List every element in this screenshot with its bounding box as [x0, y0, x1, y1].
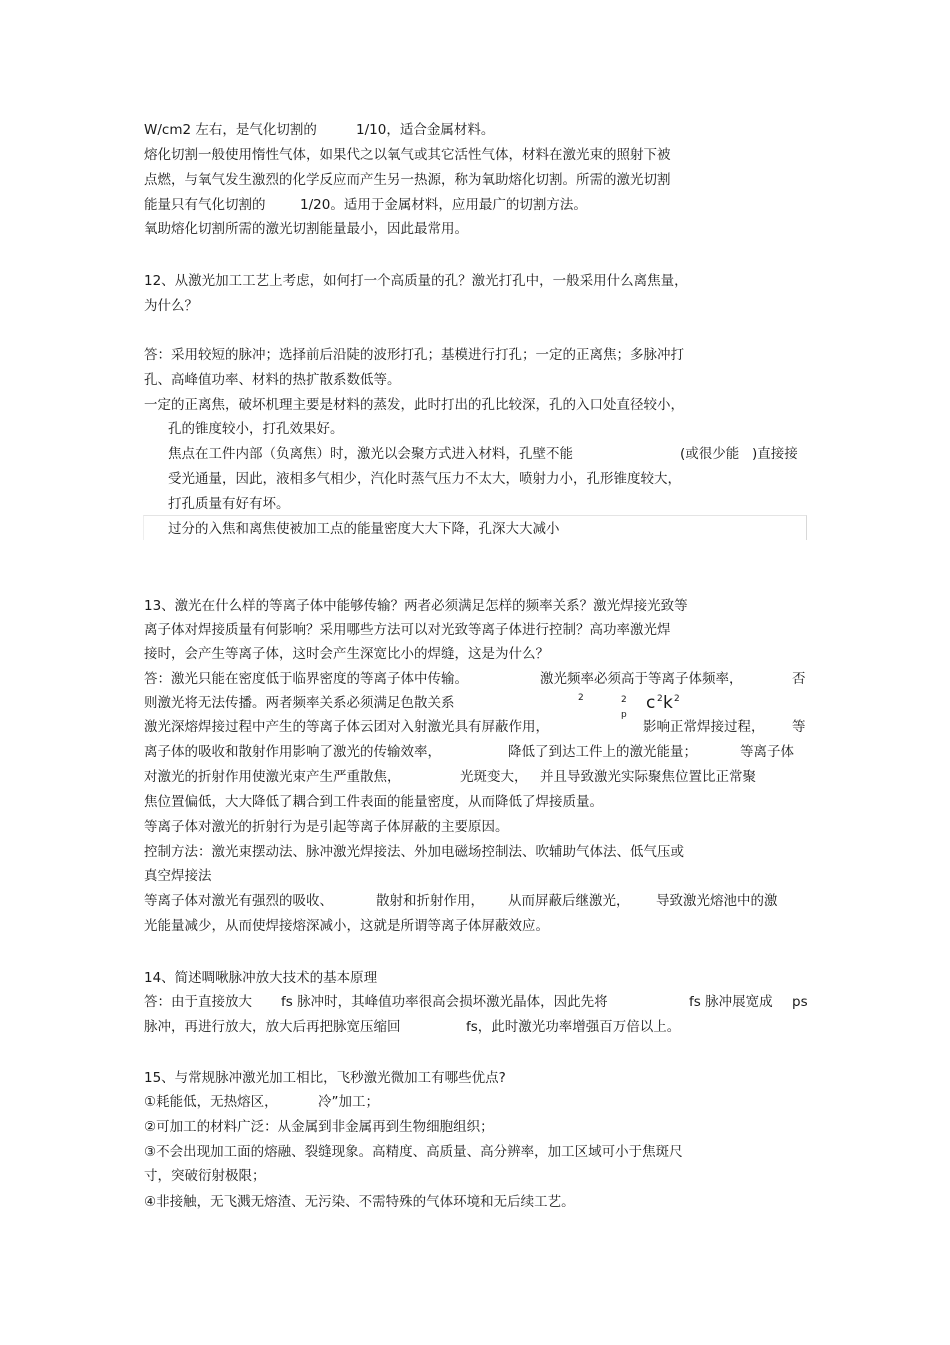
text-segment: 并且导致激光实际聚焦位置比正常聚 — [540, 769, 756, 785]
answer-15-item-1: ①耗能低，无热熔区， — [144, 1094, 278, 1110]
text-segment: 冷”加工； — [318, 1094, 379, 1110]
text-segment: 等 — [792, 719, 806, 735]
text-segment: 影响正常焊接过程， — [643, 719, 765, 735]
text-line: 光能量减少，从而使焊接熔深减小，这就是所谓等离子体屏蔽效应。 — [144, 918, 549, 934]
question-14: 14、简述啁啾脉冲放大技术的基本原理 — [144, 970, 378, 986]
text-segment: fs 脉冲时，其峰值功率很高会损坏激光晶体，因此先将 — [281, 994, 608, 1010]
text-segment: 激光频率必须高于等离子体频率， — [540, 671, 743, 687]
text-line — [144, 121, 317, 139]
text-segment: )直接接 — [752, 446, 798, 462]
answer-12: 答：采用较短的脉冲；选择前后沿陡的波形打孔；基模进行打孔；一定的正离焦；多脉冲打 — [144, 347, 684, 363]
text-line: 点燃，与氧气发生激烈的化学反应而产生另一热源，称为氧助熔化切割。所需的激光切割 — [144, 172, 671, 188]
text-line: 对激光的折射作用使激光束产生严重散焦， — [144, 769, 401, 785]
question-13: 13、激光在什么样的等离子体中能够传输？两者必须满足怎样的频率关系？激光焊接光致等 — [144, 598, 688, 614]
answer-15-item-4: ④非接触，无飞溅无熔渣、无污染、不需特殊的气体环境和无后续工艺。 — [144, 1194, 575, 1210]
text-segment: 光斑变大， — [460, 769, 528, 785]
text-line: 脉冲，再进行放大，放大后再把脉宽压缩回 — [144, 1019, 401, 1035]
text-line: 等离子体对激光的折射行为是引起等离子体屏蔽的主要原因。 — [144, 819, 509, 835]
text-line: 过分的入焦和离焦使被加工点的能量密度大大下降，孔深大大减小 — [168, 521, 560, 537]
text-line: 激光深熔焊接过程中产生的等离子体云团对入射激光具有屏蔽作用， — [144, 719, 549, 735]
text-line: 真空焊接法 — [144, 868, 212, 884]
text-line: 接时，会产生等离子体，这时会产生深宽比小的焊缝，这是为什么？ — [144, 646, 549, 662]
text-line: 孔的锥度较小，打孔效果好。 — [168, 421, 344, 437]
text-segment: 否 — [792, 671, 806, 687]
text-line: 等离子体对激光有强烈的吸收、 — [144, 893, 333, 909]
text-line: 一定的正离焦，破坏机理主要是材料的蒸发，此时打出的孔比较深，孔的入口处直径较小， — [144, 397, 684, 413]
text-segment: W/cm2 左右，是气化切割的 — [144, 122, 317, 138]
text-line: 能量只有气化切割的 — [144, 197, 266, 213]
equation-symbol: c — [646, 693, 656, 713]
text-segment: 从而屏蔽后继激光， — [508, 893, 630, 909]
text-segment: 等离子体 — [740, 744, 794, 760]
question-12: 12、从激光加工工艺上考虑，如何打一个高质量的孔？激光打孔中，一般采用什么离焦量， — [144, 273, 688, 289]
text-line: 熔化切割一般使用惰性气体，如果代之以氧气或其它活性气体，材料在激光束的照射下被 — [144, 147, 671, 163]
answer-15-item-3: ③不会出现加工面的熔融、裂缝现象。高精度、高质量、高分辨率，加工区域可小于焦斑尺 — [144, 1144, 683, 1160]
equation-symbol: k — [663, 693, 673, 713]
text-line: 离子体的吸收和散射作用影响了激光的传输效率， — [144, 744, 441, 760]
equation-superscript: 2 — [674, 694, 680, 704]
equation-superscript: 2 — [621, 695, 627, 705]
text-segment: 1/10，适合金属材料。 — [356, 122, 495, 138]
text-line: 打孔质量有好有坏。 — [168, 496, 290, 512]
equation-subscript: p — [621, 710, 627, 720]
text-line: 为什么？ — [144, 298, 198, 314]
text-line: 离子体对焊接质量有何影响？采用哪些方法可以对光致等离子体进行控制？高功率激光焊 — [144, 622, 671, 638]
answer-15-item-2: ②可加工的材料广泛：从金属到非金属再到生物细胞组织； — [144, 1119, 494, 1135]
text-segment: 导致激光熔池中的激 — [656, 893, 778, 909]
text-line: 焦点在工件内部（负离焦）时，激光以会聚方式进入材料，孔壁不能 — [168, 446, 573, 462]
answer-13: 答：激光只能在密度低于临界密度的等离子体中传输。 — [144, 671, 468, 687]
question-15: 15、与常规脉冲激光加工相比，飞秒激光微加工有哪些优点? — [144, 1070, 506, 1086]
text-line: 焦位置偏低，大大降低了耦合到工件表面的能量密度，从而降低了焊接质量。 — [144, 794, 603, 810]
text-segment: 散射和折射作用， — [376, 893, 484, 909]
text-segment: (或很少能 — [680, 446, 740, 462]
equation-superscript: 2 — [657, 694, 663, 704]
text-line: 受光通量，因此，液相多气相少，汽化时蒸气压力不太大，喷射力小，孔形锥度较大， — [168, 471, 681, 487]
answer-14: 答：由于直接放大 — [144, 994, 252, 1010]
text-segment: 降低了到达工件上的激光能量； — [508, 744, 697, 760]
equation-superscript: 2 — [578, 693, 584, 703]
text-segment: fs，此时激光功率增强百万倍以上。 — [466, 1019, 681, 1035]
text-line: 氧助熔化切割所需的激光切割能量最小，因此最常用。 — [144, 221, 468, 237]
text-line: 则激光将无法传播。两者频率关系必须满足色散关系 — [144, 695, 455, 711]
text-line: 控制方法：激光束摆动法、脉冲激光焊接法、外加电磁场控制法、吹辅助气体法、低气压或 — [144, 844, 684, 860]
text-segment: fs 脉冲展宽成 — [689, 994, 773, 1010]
text-line: 孔、高峰值功率、材料的热扩散系数低等。 — [144, 372, 401, 388]
text-line: 寸，突破衍射极限； — [144, 1168, 266, 1184]
text-segment: 1/20。适用于金属材料，应用最广的切割方法。 — [300, 197, 587, 213]
text-segment: ps — [792, 994, 808, 1010]
